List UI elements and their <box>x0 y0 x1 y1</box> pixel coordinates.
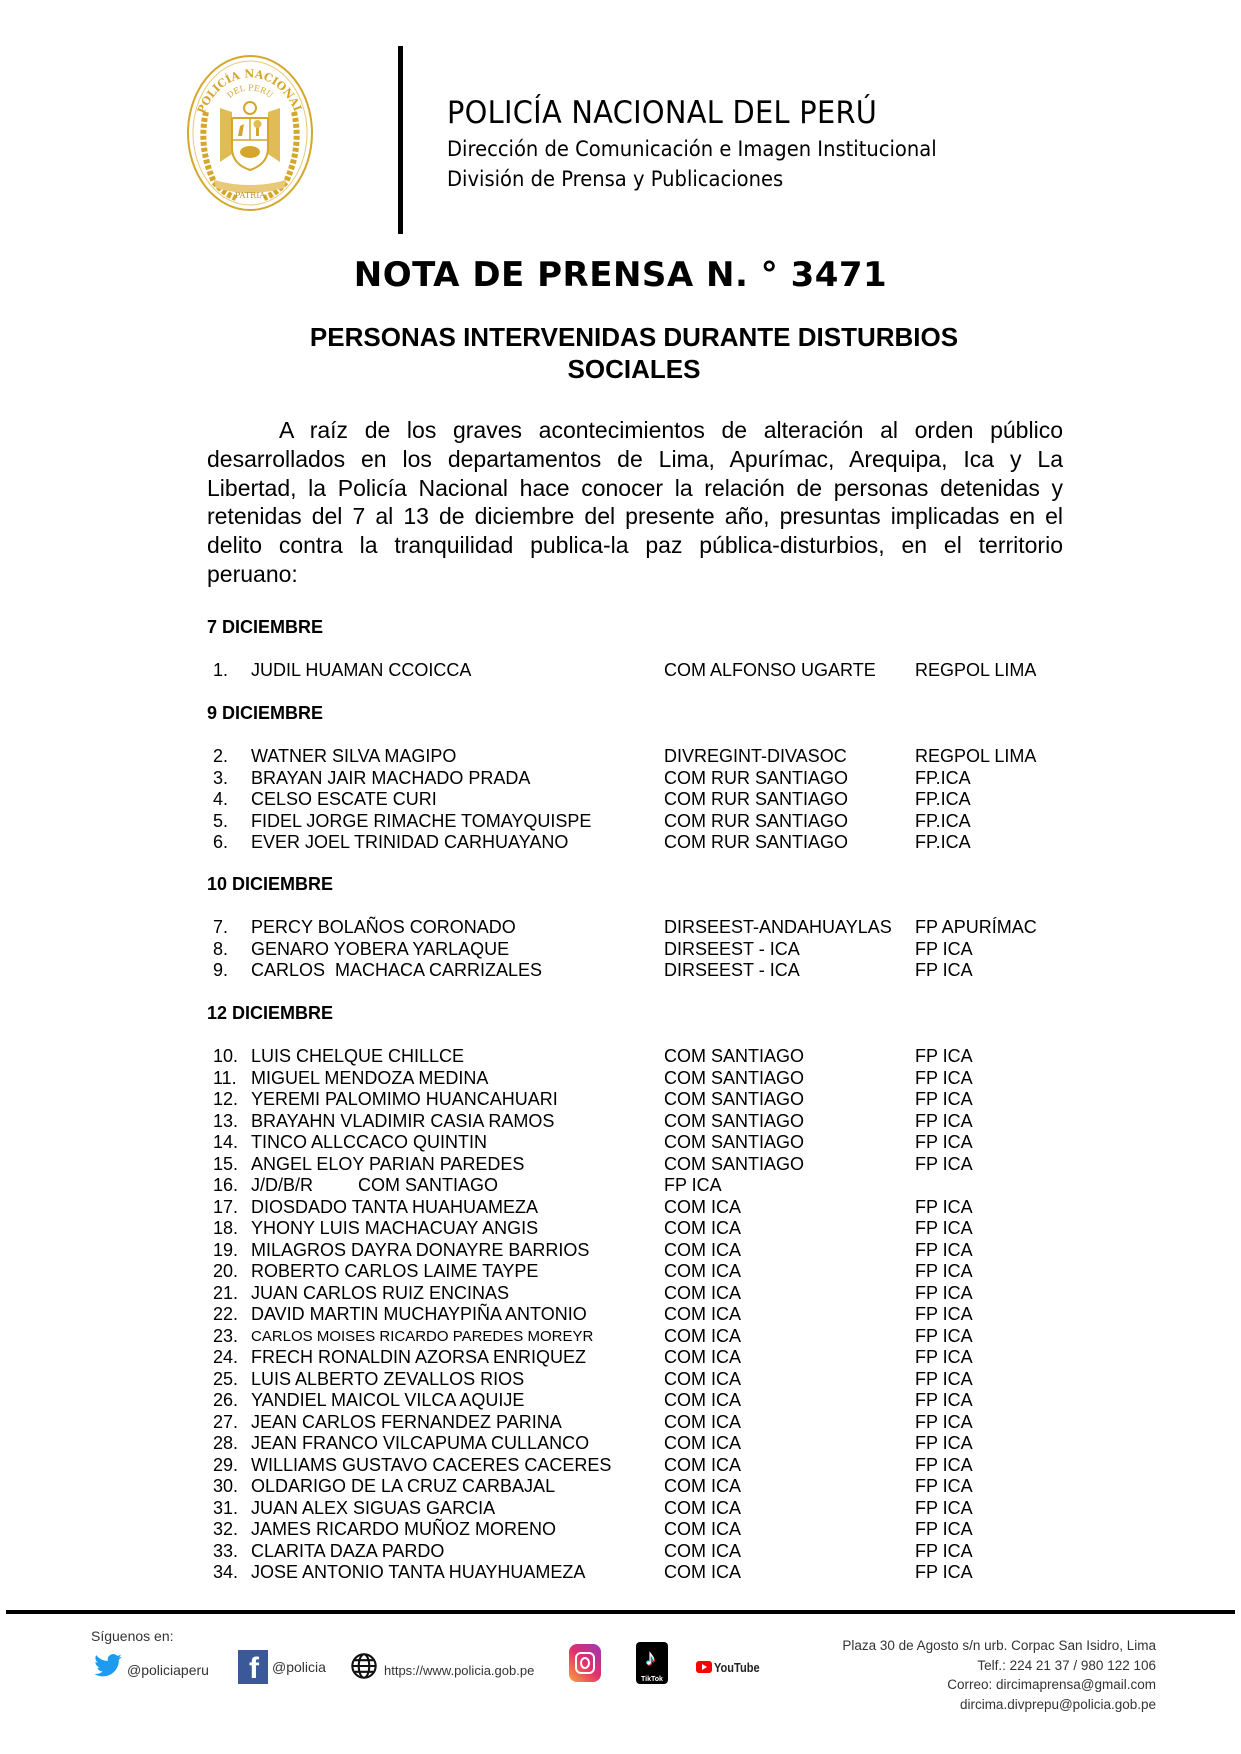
email-primary[interactable]: Correo: dircimaprensa@gmail.com <box>947 1677 1156 1692</box>
youtube-link[interactable] <box>696 1650 768 1684</box>
police-unit: COM SANTIAGO <box>664 1132 805 1152</box>
detainee-row <box>0 1197 1241 1219</box>
police-unit: COM ICA <box>664 1325 742 1346</box>
police-region: FP ICA <box>915 1347 973 1367</box>
instagram-icon <box>569 1644 601 1682</box>
police-unit: COM SANTIAGO <box>664 1067 805 1088</box>
detainee-row <box>0 1541 1241 1563</box>
detainee-name: CARLOS MOISES RICARDO PAREDES MOREYR <box>251 1327 594 1345</box>
header-divider <box>398 46 403 234</box>
row-number: 15. <box>213 1153 239 1174</box>
row-number: 25. <box>213 1368 239 1389</box>
twitter-handle: @policiaperu <box>127 1662 209 1678</box>
detainee-name: CARLOS MACHACA CARRIZALES <box>251 960 543 980</box>
row-number: 24. <box>213 1347 239 1367</box>
police-region: FP ICA <box>915 938 973 959</box>
detainee-row <box>0 917 1241 939</box>
detainee-name: BRAYAN JAIR MACHADO PRADA <box>251 767 531 788</box>
row-number: 26. <box>213 1390 239 1410</box>
detainee-row <box>0 832 1241 854</box>
detainee-row <box>0 1562 1241 1584</box>
detainee-row <box>0 660 1241 682</box>
police-unit: COM ALFONSO UGARTE <box>664 660 876 680</box>
police-region: FP ICA <box>915 1497 973 1518</box>
police-region: FP ICA <box>915 1218 973 1238</box>
detainee-row <box>0 1347 1241 1369</box>
detainee-name: CELSO ESCATE CURI <box>251 789 437 809</box>
police-unit: FP ICA <box>664 1175 722 1195</box>
police-unit: COM SANTIAGO <box>664 1046 805 1066</box>
row-number: 10. <box>213 1046 239 1066</box>
detainee-name: CLARITA DAZA PARDO <box>251 1540 445 1561</box>
row-number: 14. <box>213 1132 239 1152</box>
detainee-name: OLDARIGO DE LA CRUZ CARBAJAL <box>251 1476 556 1496</box>
police-unit: COM ICA <box>664 1540 742 1561</box>
row-number: 11. <box>213 1067 237 1088</box>
police-region: FP ICA <box>915 960 973 980</box>
row-number: 1. <box>213 660 229 680</box>
section-date-heading: 10 DICIEMBRE <box>207 874 334 894</box>
detainee-row <box>0 1476 1241 1498</box>
detainee-row <box>0 1218 1241 1240</box>
row-number: 32. <box>213 1519 239 1539</box>
detainee-name: LUIS CHELQUE CHILLCE <box>251 1046 465 1066</box>
police-unit: COM ICA <box>664 1433 742 1453</box>
email-secondary[interactable]: dircima.divprepu@policia.gob.pe <box>959 1696 1156 1712</box>
youtube-icon <box>696 1661 712 1673</box>
police-region: FP ICA <box>915 1132 973 1152</box>
detainee-name: BRAYAHN VLADIMIR CASIA RAMOS <box>251 1110 555 1131</box>
detainee-name: TINCO ALLCCACO QUINTIN <box>251 1132 488 1152</box>
police-unit: COM SANTIAGO <box>664 1089 805 1109</box>
police-unit: COM SANTIAGO <box>664 1153 805 1174</box>
detainee-row <box>0 1261 1241 1283</box>
detainee-row <box>0 1519 1241 1541</box>
tiktok-label: TikTok <box>641 1676 663 1683</box>
detainee-name: WILLIAMS GUSTAVO CACERES CACERES <box>251 1454 612 1475</box>
detainee-row <box>0 1046 1241 1068</box>
row-number: 29. <box>213 1454 239 1475</box>
address: Plaza 30 de Agosto s/n urb. Corpac San Isidro, Lima <box>842 1638 1156 1653</box>
police-region: FP ICA <box>915 1304 973 1324</box>
section-date-heading: 7 DICIEMBRE <box>207 617 324 637</box>
detainee-row <box>0 811 1241 833</box>
police-region: FP ICA <box>915 1282 973 1303</box>
row-number: 28. <box>213 1433 239 1453</box>
globe-icon <box>350 1652 378 1683</box>
detainee-name: DIOSDADO TANTA HUAHUAMEZA <box>251 1196 539 1217</box>
detainee-name: YEREMI PALOMIMO HUANCAHUARI <box>251 1089 558 1109</box>
police-region: FP ICA <box>915 1368 973 1389</box>
section-date-heading: 9 DICIEMBRE <box>207 703 324 723</box>
detainee-name: FIDEL JORGE RIMACHE TOMAYQUISPE <box>251 810 592 831</box>
police-unit: COM ICA <box>664 1411 742 1432</box>
detainee-name: WATNER SILVA MAGIPO <box>251 746 457 766</box>
police-unit: COM ICA <box>664 1368 742 1389</box>
row-number: 34. <box>213 1562 239 1582</box>
emblem-text-bottom: PATRIA <box>234 191 266 200</box>
row-number: 4. <box>213 789 229 809</box>
police-unit: COM RUR SANTIAGO <box>664 832 849 852</box>
police-region: FP.ICA <box>915 767 971 788</box>
detainee-row <box>0 1240 1241 1262</box>
police-region: REGPOL LIMA <box>915 660 1037 680</box>
detainee-row <box>0 1283 1241 1305</box>
row-number: 19. <box>213 1239 239 1260</box>
intro-paragraph: A raíz de los graves acontecimientos de alteración al orden público desarrollados en los departamentos de Lima, Apurímac, Arequipa, Ica y La Libertad, la Policía Nacional hace conocer la relación de personas detenidas y retenidas del 7 al 13 de diciembre del presente año, presuntas implicadas en el delito contra la tranquilidad publica-la paz pública-disturbios, en el territorio peruano: <box>207 417 1063 587</box>
police-region: FP ICA <box>915 1110 973 1131</box>
row-number: 30. <box>213 1476 239 1496</box>
twitter-link[interactable] <box>91 1650 209 1684</box>
detainee-row <box>0 1154 1241 1176</box>
detainee-name: EVER JOEL TRINIDAD CARHUAYANO <box>251 832 569 852</box>
police-region: FP ICA <box>915 1325 973 1346</box>
document-subtitle-line-2: SOCIALES <box>567 354 701 384</box>
detainee-row <box>0 1175 1241 1197</box>
row-number: 17. <box>213 1196 239 1217</box>
emblem-text-inner: DEL PERÚ <box>225 83 275 100</box>
detainee-name: JUAN CARLOS RUIZ ENCINAS <box>251 1282 510 1303</box>
detainee-name: MIGUEL MENDOZA MEDINA <box>251 1067 489 1088</box>
facebook-icon: f <box>238 1650 268 1684</box>
police-unit: COM ICA <box>664 1218 742 1238</box>
follow-label: Síguenos en: <box>91 1628 174 1644</box>
police-unit: COM ICA <box>664 1454 742 1475</box>
detainee-name: LUIS ALBERTO ZEVALLOS RIOS <box>251 1368 525 1389</box>
police-region: FP ICA <box>915 1261 973 1281</box>
police-unit: COM ICA <box>664 1261 742 1281</box>
press-note-title: NOTA DE PRENSA N. ° 3471 <box>353 255 888 295</box>
row-number: 2. <box>213 746 229 766</box>
detainee-row <box>0 1455 1241 1477</box>
detainee-row <box>0 768 1241 790</box>
detainee-name: ROBERTO CARLOS LAIME TAYPE <box>251 1261 539 1281</box>
detainee-row <box>0 960 1241 982</box>
detainee-name: JAMES RICARDO MUÑOZ MORENO <box>251 1519 557 1539</box>
police-unit: DIRSEEST - ICA <box>664 938 800 959</box>
detainee-name: DAVID MARTIN MUCHAYPIÑA ANTONIO <box>251 1304 587 1324</box>
detainee-name: JEAN FRANCO VILCAPUMA CULLANCO <box>251 1433 590 1453</box>
police-region: FP ICA <box>915 1540 973 1561</box>
police-region: FP ICA <box>915 1476 973 1496</box>
instagram-link[interactable] <box>569 1646 601 1680</box>
police-region: FP ICA <box>915 1067 973 1088</box>
detainee-row <box>0 1390 1241 1412</box>
police-region: FP ICA <box>915 1433 973 1453</box>
police-region: FP ICA <box>915 1046 973 1066</box>
detainee-name: JEAN CARLOS FERNANDEZ PARINA <box>251 1411 562 1432</box>
police-region: FP ICA <box>915 1153 973 1174</box>
facebook-handle: @policia <box>272 1659 326 1675</box>
row-number: 9. <box>213 960 229 980</box>
youtube-label: YouTube <box>714 1659 760 1675</box>
police-unit: DIVREGINT-DIVASOC <box>664 746 847 766</box>
police-region: FP ICA <box>915 1390 973 1410</box>
police-unit: COM ICA <box>664 1239 742 1260</box>
police-region: FP ICA <box>915 1089 973 1109</box>
detainee-name: PERCY BOLAÑOS CORONADO <box>251 917 516 937</box>
police-region: REGPOL LIMA <box>915 746 1037 766</box>
police-unit: DIRSEEST - ICA <box>664 960 800 980</box>
row-number: 5. <box>213 810 229 831</box>
police-unit: COM ICA <box>664 1562 742 1582</box>
row-number: 33. <box>213 1540 239 1561</box>
contact-info <box>842 1636 1156 1714</box>
police-region: FP ICA <box>915 1454 973 1475</box>
police-region: FP ICA <box>915 1239 973 1260</box>
organization-name: POLICÍA NACIONAL DEL PERÚ <box>447 95 878 131</box>
police-emblem-logo <box>184 52 316 214</box>
detainee-row <box>0 1132 1241 1154</box>
police-unit: COM RUR SANTIAGO <box>664 789 849 809</box>
twitter-icon <box>91 1651 125 1684</box>
police-region: FP ICA <box>915 1196 973 1217</box>
police-unit: COM SANTIAGO <box>664 1110 805 1131</box>
svg-text:DEL PERÚ <box>225 83 274 100</box>
emblem-icon <box>184 52 316 214</box>
website-link[interactable] <box>350 1650 534 1684</box>
detainee-row <box>0 939 1241 961</box>
row-number: 31. <box>213 1497 239 1518</box>
row-number: 22. <box>213 1304 239 1324</box>
detainee-name: FRECH RONALDIN AZORSA ENRIQUEZ <box>251 1347 587 1367</box>
direction-name: Dirección de Comunicación e Imagen Institucional <box>447 137 937 161</box>
row-number: 18. <box>213 1218 239 1238</box>
footer-divider <box>6 1610 1235 1614</box>
police-unit: COM ICA <box>664 1347 742 1367</box>
detainee-row <box>0 1068 1241 1090</box>
detainee-name: J/D/B/R COM SANTIAGO <box>251 1175 499 1195</box>
row-number: 7. <box>213 917 229 937</box>
row-number: 8. <box>213 938 229 959</box>
police-unit: COM ICA <box>664 1476 742 1496</box>
detainee-row <box>0 746 1241 768</box>
emblem-text-top: POLICÍA NACIONAL <box>194 67 306 116</box>
detainee-name: JUAN ALEX SIGUAS GARCIA <box>251 1497 496 1518</box>
detainee-row <box>0 1326 1241 1348</box>
row-number: 12. <box>213 1089 239 1109</box>
detainee-name: JUDIL HUAMAN CCOICCA <box>251 660 472 680</box>
police-region: FP ICA <box>915 1411 973 1432</box>
police-unit: COM ICA <box>664 1196 742 1217</box>
row-number: 27. <box>213 1411 239 1432</box>
tiktok-link[interactable] <box>636 1645 668 1683</box>
detainee-row <box>0 1089 1241 1111</box>
police-region: FP.ICA <box>915 789 971 809</box>
detainee-name: MILAGROS DAYRA DONAYRE BARRIOS <box>251 1239 590 1260</box>
detainee-row <box>0 1412 1241 1434</box>
row-number: 13. <box>213 1110 239 1131</box>
police-region: FP.ICA <box>915 810 971 831</box>
police-unit: COM ICA <box>664 1519 742 1539</box>
section-date-heading: 12 DICIEMBRE <box>207 1003 334 1023</box>
police-unit: COM ICA <box>664 1497 742 1518</box>
detainee-name: ANGEL ELOY PARIAN PAREDES <box>251 1153 525 1174</box>
document-subtitle-line-1: PERSONAS INTERVENIDAS DURANTE DISTURBIOS <box>309 322 959 352</box>
police-region: FP ICA <box>915 1562 973 1582</box>
police-region: FP APURÍMAC <box>915 917 1037 937</box>
police-region: FP ICA <box>915 1519 973 1539</box>
police-region: FP.ICA <box>915 832 971 852</box>
detainee-row <box>0 1433 1241 1455</box>
row-number: 20. <box>213 1261 239 1281</box>
division-name: División de Prensa y Publicaciones <box>447 167 784 191</box>
phone: Telf.: 224 21 37 / 980 122 106 <box>977 1657 1156 1673</box>
police-unit: COM ICA <box>664 1390 742 1410</box>
row-number: 16. <box>213 1175 239 1195</box>
detainee-row <box>0 1498 1241 1520</box>
detainee-row <box>0 789 1241 811</box>
detainee-name: JOSE ANTONIO TANTA HUAYHUAMEZA <box>251 1562 586 1582</box>
detainee-row <box>0 1111 1241 1133</box>
police-unit: COM RUR SANTIAGO <box>664 767 849 788</box>
police-unit: COM ICA <box>664 1304 742 1324</box>
detainee-row <box>0 1304 1241 1326</box>
detainee-name: YANDIEL MAICOL VILCA AQUIJE <box>251 1390 525 1410</box>
row-number: 21. <box>213 1282 239 1303</box>
detainee-row <box>0 1369 1241 1391</box>
website-url: https://www.policia.gob.pe <box>384 1662 535 1678</box>
facebook-link[interactable] <box>238 1650 326 1684</box>
police-unit: DIRSEEST-ANDAHUAYLAS <box>664 917 892 937</box>
row-number: 23. <box>213 1325 239 1346</box>
detainee-name: GENARO YOBERA YARLAQUE <box>251 938 510 959</box>
row-number: 3. <box>213 767 229 788</box>
police-unit: COM RUR SANTIAGO <box>664 810 849 831</box>
detainee-name: YHONY LUIS MACHACUAY ANGIS <box>251 1218 539 1238</box>
tiktok-icon: ♪ TikTok <box>636 1642 668 1684</box>
police-unit: COM ICA <box>664 1282 742 1303</box>
row-number: 6. <box>213 832 229 852</box>
